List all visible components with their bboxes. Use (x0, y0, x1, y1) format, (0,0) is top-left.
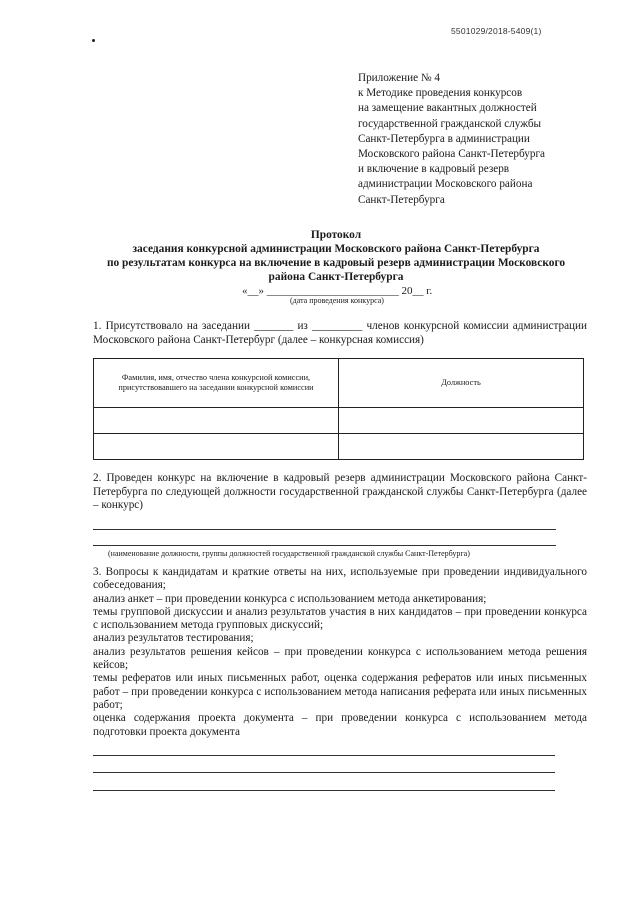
scan-speck (92, 39, 95, 42)
section-3-item: темы групповой дискуссии и анализ результатов участия в них кандидатов – при проведении конкурса с использованием метода групповых дискуссий; (93, 605, 587, 632)
section-3-item: анализ результатов решения кейсов – при проведении конкурса с использованием метода решения кейсов; (93, 645, 587, 672)
doc-subtitle-line: района Санкт-Петербурга (268, 271, 404, 283)
section-3-item: анализ анкет – при проведении конкурса с использованием метода анкетирования; (93, 592, 487, 605)
section-3-item: анализ результатов тестирования; (93, 632, 254, 645)
appendix-line: Санкт-Петербурга в администрации (358, 132, 530, 145)
section-3-item: 3. Вопросы к кандидатам и краткие ответы на них, используемые при проведении индивидуального собеседования; (93, 566, 587, 592)
members-table (93, 358, 584, 460)
date-line: «__» ________________________ 20__ г. (242, 285, 433, 297)
fill-line[interactable] (93, 755, 555, 756)
table-row (94, 408, 584, 434)
appendix-line: государственной гражданской службы (358, 117, 542, 130)
appendix-line: к Методике проведения конкурсов (358, 87, 523, 100)
table-row (94, 434, 584, 460)
section-3-block (93, 566, 587, 739)
table-cell[interactable] (94, 408, 339, 434)
appendix-line: администрации Московского района (358, 178, 533, 191)
fill-line[interactable] (93, 545, 556, 546)
table-cell[interactable] (339, 408, 584, 434)
date-caption: (дата проведения конкурса) (290, 296, 384, 305)
table-cell[interactable] (339, 434, 584, 460)
appendix-line: на замещение вакантных должностей (358, 102, 537, 115)
section-1-text: 1. Присутствовало на заседании _______ из _________ членов конкурсной комиссии администрации Московского района Санкт-Петербург (далее – конкурсная комиссия) (93, 320, 587, 346)
position-caption: (наименование должности, группы должностей государственной гражданской службы Санкт-Петербурга) (108, 549, 470, 558)
appendix-line: и включение в кадровый резерв (358, 163, 510, 176)
fill-line[interactable] (93, 529, 556, 530)
document-id: 5501029/2018-5409(1) (451, 26, 542, 36)
doc-title: Протокол (310, 229, 362, 241)
section-2-text: 2. Проведен конкурс на включение в кадровый резерв администрации Московского района Санкт-Петербурга по следующей должности государственной гражданской службы Санкт-Петербурга (далее – конкурс) (93, 472, 587, 512)
table-header-name: Фамилия, имя, отчество члена конкурсной комиссии, присутствовавшего на заседании конкурсной комиссии (94, 359, 339, 408)
doc-subtitle-line: заседания конкурсной администрации Московского района Санкт-Петербурга (132, 243, 540, 255)
table-header-position: Должность (339, 359, 584, 408)
section-3-item: темы рефератов или иных письменных работ, оценка содержания рефератов или иных письменных работ – при проведении конкурса с использованием метода написания реферата или иных письменных работ; (93, 672, 587, 711)
appendix-block (358, 71, 545, 208)
appendix-line: Московского района Санкт-Петербурга (358, 148, 546, 161)
table-cell[interactable] (94, 434, 339, 460)
appendix-line: Приложение № 4 (358, 72, 440, 84)
doc-subtitle-line: по результатам конкурса на включение в кадровый резерв администрации Московского (106, 257, 566, 269)
section-3-item: оценка содержания проекта документа – при проведении конкурса с использованием метода подготовки проекта документа (93, 712, 587, 738)
fill-line[interactable] (93, 772, 555, 773)
fill-line[interactable] (93, 790, 555, 791)
appendix-line: Санкт-Петербурга (358, 193, 445, 206)
